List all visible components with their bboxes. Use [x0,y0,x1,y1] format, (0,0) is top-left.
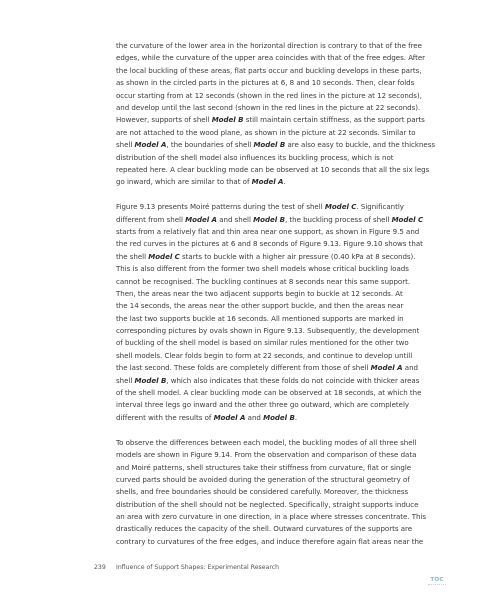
text-run: distribution of the shell model also influences its buckling process, which is not [116,152,394,162]
text-line [116,474,432,486]
text-run: This is also different from the former two shell models whose critical buckling loads [116,264,409,274]
model-name: Model A [134,140,167,150]
text-run: starts to buckle with a higher air pressure (0.40 kPa at 8 seconds). [179,251,416,261]
text-line [116,251,432,263]
text-line [116,263,432,275]
text-line [116,77,432,89]
text-run: Then, the areas near the two adjacent supports begin to buckle at 12 seconds. At [116,288,403,298]
body-text [116,40,436,548]
text-run: , the boundaries of shell [166,140,254,150]
text-run: cannot be recognised. The buckling continues at 8 seconds near this same support. [116,276,411,286]
text-line [116,52,432,64]
text-run: , which also indicates that these folds do not coincide with thicker areas [166,375,420,385]
text-run: Figure 9.13 presents Moiré patterns during the test of shell [116,202,325,212]
text-run: of buckling of the shell model is based on similar rules mentioned for the other two [116,338,409,348]
model-name: Model A [185,214,217,224]
model-name: Model C [148,251,180,261]
text-run: of the shell model. A clear buckling mode can be observed at 18 seconds, at which the [116,388,422,398]
paragraph [116,201,432,424]
paragraph [116,40,436,189]
text-run: and develop until the last second (shown in the red lines in the picture at 22 seconds). [116,102,421,112]
text-line [116,523,432,535]
text-run: . [283,177,286,187]
text-line [116,65,432,77]
model-name: Model A [370,363,403,373]
text-run: , the buckling process of shell [284,214,392,224]
model-name: Model C [391,214,424,224]
text-line [116,164,432,176]
text-line [116,114,432,126]
text-run: the last two supports buckle at 16 seconds. All mentioned supports are marked in [116,313,404,323]
text-line [116,449,432,461]
page-number: 239 [94,564,106,571]
text-line [116,462,432,474]
text-run: the shell [116,251,149,261]
text-line [116,325,432,337]
text-line [116,375,432,387]
text-line [116,102,432,114]
text-run: go inward, which are similar to that of [116,177,252,187]
text-line [116,176,432,188]
text-run: an area with zero curvature in one direction, in a place where stresses concentrate. This [116,512,427,522]
text-line [116,486,432,498]
text-run: interval three legs go inward and the other three go outward, which are completely [116,400,410,410]
model-name: Model B [263,412,295,422]
text-run: different with the results of [116,412,214,422]
toc-dots-icon [428,584,446,587]
text-line [116,90,432,102]
text-run: distribution of the shell should not be neglected. Specifically, straight supports induce [116,499,419,509]
text-line [116,300,432,312]
text-run: the last second. These folds are completely different from those of shell [116,363,371,373]
text-run: are not attached to the wood plane, as shown in the picture at 22 seconds. Similar to [116,127,416,137]
text-run: the red curves in the pictures at 6 and 8 seconds of Figure 9.13. Figure 9.10 shows that [116,239,423,249]
text-run: still maintain certain stiffness, as the support parts [243,115,425,125]
text-line [116,226,432,238]
running-title: Influence of Support Shapes: Experimental Research [116,564,280,571]
text-run: are also easy to buckle, and the thickness [285,140,436,150]
text-line [116,499,432,511]
text-line [116,152,432,164]
text-line [116,399,432,411]
text-run: and [402,363,418,373]
model-name: Model B [253,140,286,150]
text-line [116,40,432,52]
text-line [116,238,432,250]
text-run: and shell [217,214,254,224]
model-name: Model A [251,177,284,187]
text-run: . Significantly [356,202,404,212]
text-run: the curvature of the lower area in the horizontal direction is contrary to that of the free [116,41,422,50]
page-footer [94,564,279,571]
text-run: repeated here. A clear buckling mode can be observed at 10 seconds that all the six legs [116,164,430,174]
text-run: as shown in the circled parts in the pictures at 6, 8 and 10 seconds. Then, clear folds [116,78,415,88]
text-run: the 14 seconds, the areas near the other support buckle, and then the areas near [116,301,404,311]
text-run: and [245,412,264,422]
text-run: shell [116,140,135,150]
text-line [116,276,432,288]
text-run: drastically reduces the capacity of the shell. Outward curvatures of the supports are [116,524,413,534]
text-line [116,437,432,449]
text-run: shell models. Clear folds begin to form at 22 seconds, and continue to develop untill [116,350,413,360]
model-name: Model B [134,375,167,385]
text-run: contrary to curvatures of the free edges, and induce therefore again flat areas near the [116,536,424,546]
text-run: To observe the differences between each model, the buckling modes of all three shell [116,437,417,447]
text-line [116,337,432,349]
text-run: models are shown in Figure 9.14. From the observation and comparison of these data [116,450,417,460]
text-line [116,412,432,424]
text-run: corresponding pictures by ovals shown in Figure 9.13. Subsequently, the development [116,326,420,336]
text-run: . [294,412,298,422]
text-run: starts from a relatively flat and thin area near one support, as shown in Figure 9.5 and [116,226,420,236]
toc-label: TOC [430,577,444,583]
text-line [116,350,432,362]
text-line [116,288,432,300]
text-line [116,127,432,139]
text-line [116,536,432,548]
text-line [116,214,432,226]
text-line [116,362,432,374]
text-run: shells, and free boundaries should be considered carefully. Moreover, the thickness [116,487,409,497]
toc-link[interactable] [428,577,446,587]
model-name: Model B [253,214,285,224]
text-run: and Moiré patterns, shell structures take their stiffness from curvature, flat or single [116,462,412,472]
text-run: curved parts should be avoided during the generation of the structural geometry of [116,474,410,484]
paragraph [116,437,432,549]
text-line [116,511,432,523]
text-run: However, supports of shell [116,115,212,125]
text-run: shell [116,375,135,385]
text-line [116,387,432,399]
model-name: Model C [324,202,357,212]
text-line [116,313,432,325]
text-line [116,139,436,151]
text-line [116,201,432,213]
model-name: Model A [213,412,246,422]
text-run: the local buckling of these areas, flat parts occur and buckling develops in these parts, [116,65,422,75]
text-run: different from shell [116,214,186,224]
model-name: Model B [211,115,244,125]
text-run: edges, while the curvature of the upper area coincides with that of the free edges. After [116,53,426,63]
text-run: occur starting from at 12 seconds (shown in the red lines in the picture at 12 seconds), [116,90,422,100]
